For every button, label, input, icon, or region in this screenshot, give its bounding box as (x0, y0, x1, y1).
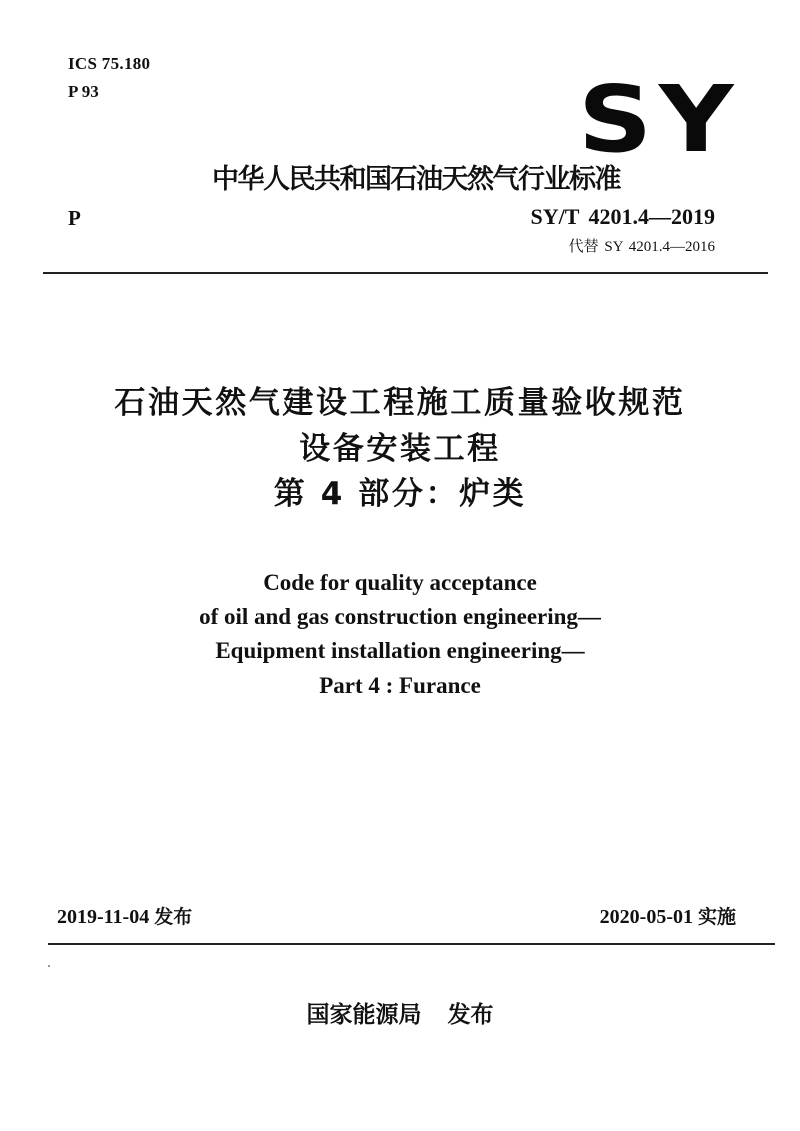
implementation-date-block (600, 904, 736, 930)
ccs-code: P 93 (68, 82, 99, 101)
issue-label: 发布 (154, 906, 193, 928)
publisher-line (0, 1000, 800, 1030)
title-en-line3: Equipment installation engineering— (215, 638, 585, 663)
publisher-name: 国家能源局 (306, 1002, 422, 1028)
ics-code: ICS 75.180 (68, 54, 151, 73)
issue-date: 2019-11-04 (57, 906, 150, 928)
category-letter: P (68, 206, 81, 230)
replaces-standard: 代替 SY 4201.4—2016 (568, 239, 715, 255)
title-cn-line3: 第 4 部分：炉类 (273, 476, 527, 512)
footer-divider (48, 943, 775, 945)
industry-standard-heading: 中华人民共和国石油天然气行业标准 (212, 164, 620, 195)
title-en-line1: Code for quality acceptance (263, 570, 537, 595)
title-en-line4: Part 4 : Furance (319, 673, 481, 698)
standard-number: SY/T 4201.4—2019 (530, 204, 715, 229)
implementation-date: 2020-05-01 (599, 906, 693, 928)
issue-date-block (57, 904, 192, 930)
title-cn-line1: 石油天然气建设工程施工质量验收规范 (114, 385, 686, 421)
title-cn-line2: 设备安装工程 (299, 431, 501, 467)
header-divider (43, 272, 768, 274)
title-en-line2: of oil and gas construction engineering— (199, 604, 601, 629)
publish-label: 发布 (447, 1002, 494, 1028)
sy-logo: SY (578, 66, 741, 173)
implementation-label: 实施 (697, 906, 736, 928)
scan-speck (48, 965, 50, 967)
